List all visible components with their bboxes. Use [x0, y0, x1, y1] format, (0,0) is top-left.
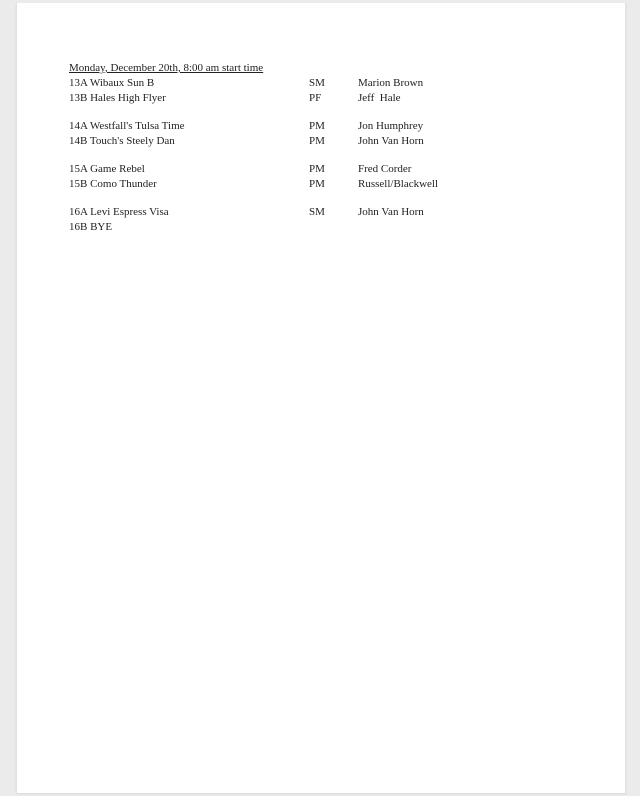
entry-handler: Fred Corder [358, 163, 412, 175]
entry-handler: John Van Horn [358, 134, 424, 147]
entry-handler: Jeff Hale [358, 91, 401, 104]
entry-name: 13A Wibaux Sun B [69, 77, 155, 89]
entry-name: 16B BYE [69, 220, 113, 233]
entry-code: SM [309, 206, 325, 218]
entry-code: PF [309, 91, 322, 104]
entry-name: 15A Game Rebel [69, 163, 145, 175]
entry-handler: John Van Horn [358, 206, 424, 218]
entry-handler: Russell/Blackwell [358, 177, 439, 190]
entry-handler: Jon Humphrey [358, 120, 424, 132]
entry-code: PM [309, 134, 325, 147]
document-page [16, 3, 626, 793]
entry-name: 15B Como Thunder [69, 177, 157, 190]
entry-code: PM [309, 120, 325, 132]
entry-name: 14B Touch's Steely Dan [69, 134, 175, 147]
entry-code: PM [309, 177, 325, 190]
entry-name: 14A Westfall's Tulsa Time [69, 120, 185, 132]
entry-name: 16A Levi Espress Visa [69, 206, 169, 218]
entry-code: SM [309, 77, 325, 89]
schedule-heading: Monday, December 20th, 8:00 am start time [69, 62, 264, 74]
entry-name: 13B Hales High Flyer [69, 91, 166, 104]
entry-code: PM [309, 163, 325, 175]
entry-handler: Marion Brown [358, 77, 424, 89]
